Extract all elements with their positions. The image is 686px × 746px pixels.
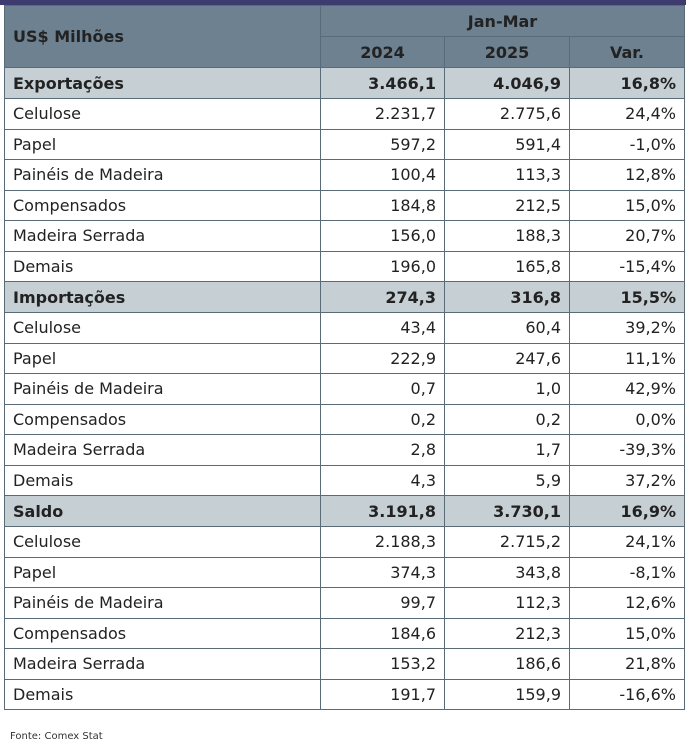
row-value-2025: 591,4 <box>445 129 570 160</box>
table-row <box>5 374 685 405</box>
row-value-2025: 60,4 <box>445 313 570 344</box>
row-label: Demais <box>5 251 321 282</box>
section-row <box>5 68 685 99</box>
table-row <box>5 404 685 435</box>
row-label: Compensados <box>5 618 321 649</box>
row-label: Compensados <box>5 190 321 221</box>
row-variation: 12,6% <box>570 588 685 619</box>
row-value-2024: 100,4 <box>321 160 445 191</box>
row-variation: 39,2% <box>570 313 685 344</box>
section-variation: 15,5% <box>570 282 685 313</box>
row-value-2024: 2.231,7 <box>321 99 445 130</box>
section-variation: 16,9% <box>570 496 685 527</box>
row-variation: 0,0% <box>570 404 685 435</box>
trade-table <box>4 5 685 710</box>
table-row <box>5 618 685 649</box>
table-row <box>5 557 685 588</box>
row-label: Madeira Serrada <box>5 649 321 680</box>
row-label: Celulose <box>5 99 321 130</box>
section-value-2024: 274,3 <box>321 282 445 313</box>
row-label: Painéis de Madeira <box>5 588 321 619</box>
row-value-2025: 212,3 <box>445 618 570 649</box>
row-value-2025: 113,3 <box>445 160 570 191</box>
row-label: Madeira Serrada <box>5 435 321 466</box>
row-value-2024: 4,3 <box>321 465 445 496</box>
row-value-2025: 186,6 <box>445 649 570 680</box>
table-row <box>5 527 685 558</box>
row-label: Compensados <box>5 404 321 435</box>
row-value-2025: 5,9 <box>445 465 570 496</box>
row-value-2024: 0,2 <box>321 404 445 435</box>
row-value-2025: 247,6 <box>445 343 570 374</box>
table-body <box>5 68 685 710</box>
row-variation: 20,7% <box>570 221 685 252</box>
row-value-2024: 184,8 <box>321 190 445 221</box>
period-label: Jan-Mar <box>321 6 685 37</box>
row-label: Papel <box>5 129 321 160</box>
row-value-2025: 2.775,6 <box>445 99 570 130</box>
column-header-var: Var. <box>570 37 685 68</box>
column-header-2024: 2024 <box>321 37 445 68</box>
table-row <box>5 99 685 130</box>
row-label: Painéis de Madeira <box>5 160 321 191</box>
row-value-2025: 343,8 <box>445 557 570 588</box>
table-row <box>5 465 685 496</box>
section-variation: 16,8% <box>570 68 685 99</box>
table-row <box>5 313 685 344</box>
table-header <box>5 6 685 68</box>
row-label: Papel <box>5 343 321 374</box>
row-variation: 42,9% <box>570 374 685 405</box>
row-variation: 37,2% <box>570 465 685 496</box>
row-variation: 11,1% <box>570 343 685 374</box>
row-label: Demais <box>5 679 321 710</box>
row-variation: 24,1% <box>570 527 685 558</box>
table-row <box>5 221 685 252</box>
row-value-2025: 1,7 <box>445 435 570 466</box>
section-value-2024: 3.191,8 <box>321 496 445 527</box>
row-value-2024: 196,0 <box>321 251 445 282</box>
row-variation: 12,8% <box>570 160 685 191</box>
row-value-2025: 165,8 <box>445 251 570 282</box>
row-value-2025: 1,0 <box>445 374 570 405</box>
row-value-2024: 2.188,3 <box>321 527 445 558</box>
row-value-2025: 0,2 <box>445 404 570 435</box>
column-header-2025: 2025 <box>445 37 570 68</box>
row-value-2025: 188,3 <box>445 221 570 252</box>
row-label: Papel <box>5 557 321 588</box>
unit-label: US$ Milhões <box>5 6 321 68</box>
row-variation: 24,4% <box>570 99 685 130</box>
row-value-2024: 191,7 <box>321 679 445 710</box>
section-value-2025: 3.730,1 <box>445 496 570 527</box>
row-label: Celulose <box>5 527 321 558</box>
row-value-2024: 99,7 <box>321 588 445 619</box>
row-value-2024: 43,4 <box>321 313 445 344</box>
row-value-2024: 0,7 <box>321 374 445 405</box>
row-label: Painéis de Madeira <box>5 374 321 405</box>
section-label: Importações <box>5 282 321 313</box>
row-variation: 15,0% <box>570 190 685 221</box>
row-variation: -16,6% <box>570 679 685 710</box>
table-row <box>5 588 685 619</box>
row-variation: -15,4% <box>570 251 685 282</box>
row-value-2025: 112,3 <box>445 588 570 619</box>
section-value-2025: 316,8 <box>445 282 570 313</box>
table-row <box>5 343 685 374</box>
row-value-2025: 212,5 <box>445 190 570 221</box>
row-value-2024: 153,2 <box>321 649 445 680</box>
section-value-2024: 3.466,1 <box>321 68 445 99</box>
table-row <box>5 160 685 191</box>
row-variation: -8,1% <box>570 557 685 588</box>
row-value-2024: 222,9 <box>321 343 445 374</box>
row-variation: 21,8% <box>570 649 685 680</box>
table-row <box>5 129 685 160</box>
table-row <box>5 649 685 680</box>
row-value-2024: 2,8 <box>321 435 445 466</box>
section-row <box>5 282 685 313</box>
row-value-2024: 374,3 <box>321 557 445 588</box>
row-label: Madeira Serrada <box>5 221 321 252</box>
row-variation: 15,0% <box>570 618 685 649</box>
row-value-2025: 159,9 <box>445 679 570 710</box>
section-row <box>5 496 685 527</box>
row-value-2025: 2.715,2 <box>445 527 570 558</box>
row-variation: -39,3% <box>570 435 685 466</box>
table-row <box>5 435 685 466</box>
row-label: Celulose <box>5 313 321 344</box>
row-value-2024: 597,2 <box>321 129 445 160</box>
table-row <box>5 251 685 282</box>
row-label: Demais <box>5 465 321 496</box>
section-value-2025: 4.046,9 <box>445 68 570 99</box>
section-label: Saldo <box>5 496 321 527</box>
section-label: Exportações <box>5 68 321 99</box>
row-value-2024: 156,0 <box>321 221 445 252</box>
row-variation: -1,0% <box>570 129 685 160</box>
table-row <box>5 679 685 710</box>
source-note: Fonte: Comex Stat <box>10 731 103 742</box>
row-value-2024: 184,6 <box>321 618 445 649</box>
table-row <box>5 190 685 221</box>
